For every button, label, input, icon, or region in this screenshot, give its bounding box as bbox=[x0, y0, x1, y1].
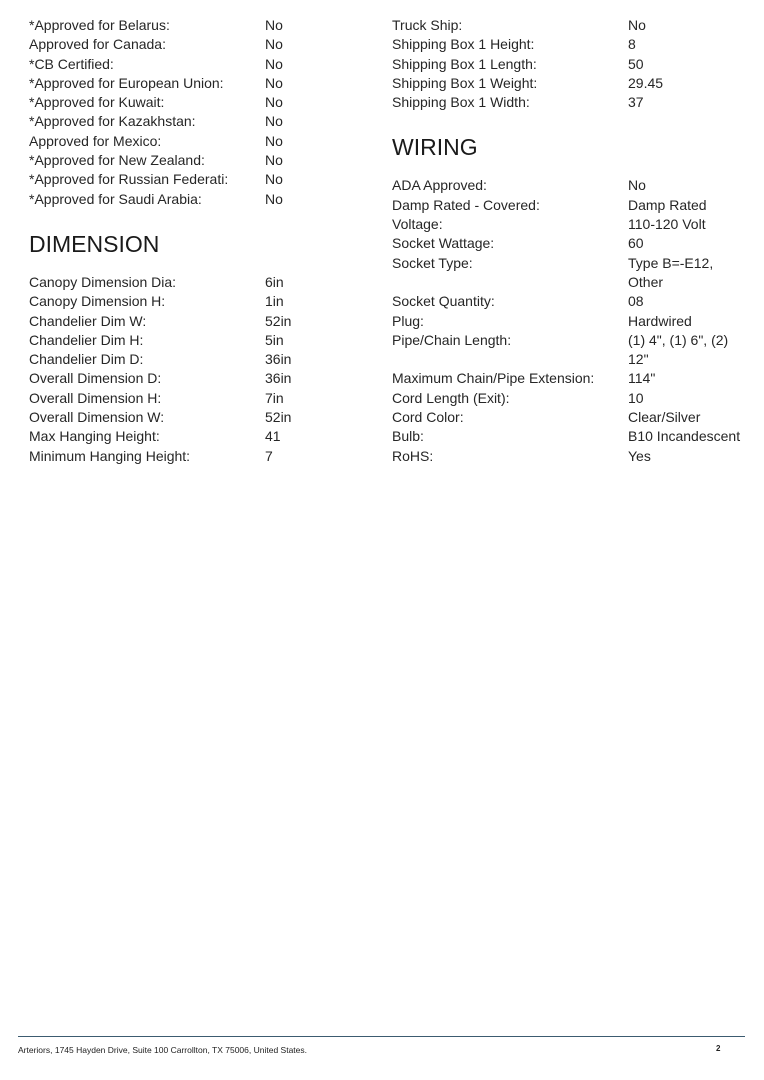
page-number: 2 bbox=[716, 1044, 721, 1053]
spec-value: 36in bbox=[265, 370, 292, 387]
spec-label: *Approved for Kazakhstan: bbox=[29, 113, 196, 130]
spec-row bbox=[392, 74, 752, 93]
spec-label: Chandelier Dim D: bbox=[29, 351, 144, 368]
spec-row bbox=[29, 447, 359, 466]
spec-row bbox=[29, 408, 359, 427]
spec-label: Max Hanging Height: bbox=[29, 428, 160, 445]
spec-row bbox=[29, 312, 359, 331]
spec-value: 8 bbox=[628, 36, 636, 53]
spec-row bbox=[29, 16, 359, 35]
spec-row bbox=[392, 369, 752, 388]
spec-row bbox=[392, 292, 752, 311]
spec-label: Pipe/Chain Length: bbox=[392, 331, 512, 348]
spec-value: No bbox=[265, 132, 283, 149]
spec-value: No bbox=[628, 17, 646, 33]
spec-row bbox=[29, 427, 359, 446]
spec-value: No bbox=[265, 36, 283, 53]
spec-row bbox=[29, 35, 359, 54]
spec-label: Socket Wattage: bbox=[392, 235, 495, 252]
spec-label: Plug: bbox=[392, 312, 424, 329]
spec-row bbox=[392, 215, 752, 234]
spec-label: Overall Dimension W: bbox=[29, 409, 165, 426]
spec-value: 52in bbox=[265, 312, 292, 329]
spec-row bbox=[29, 93, 359, 112]
spec-label: Maximum Chain/Pipe Extension: bbox=[392, 370, 595, 387]
spec-row bbox=[29, 389, 359, 408]
spec-value: 6in bbox=[265, 273, 284, 290]
spec-value: No bbox=[265, 55, 283, 72]
spec-label: *Approved for Belarus: bbox=[29, 17, 170, 33]
spec-label: Damp Rated - Covered: bbox=[392, 196, 540, 213]
spec-label: Shipping Box 1 Length: bbox=[392, 55, 537, 72]
spec-label: Cord Color: bbox=[392, 409, 464, 426]
spec-value: 50 bbox=[628, 55, 644, 72]
spec-row bbox=[29, 350, 359, 369]
spec-value: 114" bbox=[628, 370, 656, 387]
spec-row bbox=[392, 93, 752, 112]
shipping-list bbox=[392, 16, 752, 112]
spec-value: 36in bbox=[265, 351, 292, 368]
spec-row bbox=[392, 312, 752, 331]
spec-row bbox=[29, 132, 359, 151]
spec-row bbox=[29, 74, 359, 93]
footer-address: Arteriors, 1745 Hayden Drive, Suite 100 Carrollton, TX 75006, United States. bbox=[18, 1045, 307, 1055]
spec-value: No bbox=[265, 171, 283, 188]
spec-label: RoHS: bbox=[392, 447, 434, 464]
spec-value: Type B=-E12, Other bbox=[628, 254, 714, 290]
approvals-list bbox=[29, 16, 359, 209]
spec-value: 60 bbox=[628, 235, 644, 252]
spec-label: Approved for Mexico: bbox=[29, 132, 162, 149]
spec-value: No bbox=[265, 190, 283, 207]
spec-row bbox=[392, 35, 752, 54]
spec-row bbox=[392, 234, 752, 253]
spec-row bbox=[29, 170, 359, 189]
spec-label: Truck Ship: bbox=[392, 17, 463, 33]
spec-label: *CB Certified: bbox=[29, 55, 114, 72]
spec-row bbox=[392, 254, 752, 293]
spec-label: *Approved for Russian Federati: bbox=[29, 171, 229, 188]
spec-value: Damp Rated bbox=[628, 196, 707, 213]
spec-label: *Approved for European Union: bbox=[29, 74, 224, 91]
spec-value: 08 bbox=[628, 293, 644, 310]
spec-value: Yes bbox=[628, 447, 651, 464]
spec-row bbox=[392, 331, 752, 370]
spec-value: 52in bbox=[265, 409, 292, 426]
spec-value: 29.45 bbox=[628, 74, 664, 91]
spec-label: Chandelier Dim H: bbox=[29, 331, 144, 348]
spec-row bbox=[29, 112, 359, 131]
spec-row bbox=[29, 331, 359, 350]
spec-value: 1in bbox=[265, 293, 284, 310]
spec-row bbox=[392, 389, 752, 408]
spec-value: 7 bbox=[265, 447, 273, 464]
spec-row bbox=[29, 151, 359, 170]
spec-label: Minimum Hanging Height: bbox=[29, 447, 191, 464]
dimension-heading: DIMENSION bbox=[29, 230, 160, 257]
spec-row bbox=[392, 427, 752, 446]
spec-label: Shipping Box 1 Width: bbox=[392, 94, 530, 111]
spec-value: B10 Incandescent bbox=[628, 428, 741, 445]
spec-value: (1) 4", (1) 6", (2) 12" bbox=[628, 331, 729, 368]
spec-value: Hardwired bbox=[628, 312, 692, 329]
dimension-list bbox=[29, 273, 359, 466]
spec-row bbox=[392, 408, 752, 427]
spec-value: No bbox=[265, 152, 283, 169]
spec-label: Socket Quantity: bbox=[392, 293, 495, 310]
spec-label: Shipping Box 1 Weight: bbox=[392, 74, 538, 91]
spec-row bbox=[29, 190, 359, 209]
spec-value: No bbox=[265, 113, 283, 130]
spec-label: Canopy Dimension H: bbox=[29, 293, 166, 310]
spec-value: 10 bbox=[628, 389, 644, 406]
spec-row bbox=[29, 292, 359, 311]
spec-label: Approved for Canada: bbox=[29, 36, 166, 53]
spec-label: Overall Dimension H: bbox=[29, 389, 162, 406]
spec-label: Socket Type: bbox=[392, 254, 473, 271]
spec-value: 5in bbox=[265, 331, 284, 348]
spec-label: *Approved for Saudi Arabia: bbox=[29, 190, 202, 207]
spec-label: ADA Approved: bbox=[392, 177, 487, 194]
spec-value: 110-120 Volt bbox=[628, 216, 706, 233]
spec-value: Clear/Silver bbox=[628, 409, 701, 426]
spec-label: Shipping Box 1 Height: bbox=[392, 36, 535, 53]
spec-row bbox=[29, 273, 359, 292]
spec-value: 41 bbox=[265, 428, 281, 445]
spec-row bbox=[392, 196, 752, 215]
spec-row bbox=[29, 369, 359, 388]
spec-value: No bbox=[265, 94, 283, 111]
spec-value: No bbox=[265, 17, 283, 33]
spec-label: Chandelier Dim W: bbox=[29, 312, 147, 329]
wiring-list bbox=[392, 176, 752, 465]
spec-value: No bbox=[265, 74, 283, 91]
spec-value: 37 bbox=[628, 94, 644, 111]
spec-label: Canopy Dimension Dia: bbox=[29, 273, 177, 290]
footer-divider bbox=[18, 1036, 745, 1037]
spec-label: Cord Length (Exit): bbox=[392, 389, 510, 406]
spec-row bbox=[392, 16, 752, 35]
spec-label: *Approved for New Zealand: bbox=[29, 152, 205, 169]
spec-row bbox=[29, 55, 359, 74]
spec-row bbox=[392, 55, 752, 74]
spec-label: Bulb: bbox=[392, 428, 424, 445]
spec-value: No bbox=[628, 177, 646, 194]
spec-label: Overall Dimension D: bbox=[29, 370, 162, 387]
spec-label: *Approved for Kuwait: bbox=[29, 94, 165, 111]
spec-row bbox=[392, 447, 752, 466]
right-column bbox=[392, 16, 752, 466]
wiring-heading: WIRING bbox=[392, 134, 478, 161]
left-column bbox=[29, 16, 359, 466]
spec-value: 7in bbox=[265, 389, 284, 406]
spec-label: Voltage: bbox=[392, 216, 443, 233]
spec-row bbox=[392, 176, 752, 195]
